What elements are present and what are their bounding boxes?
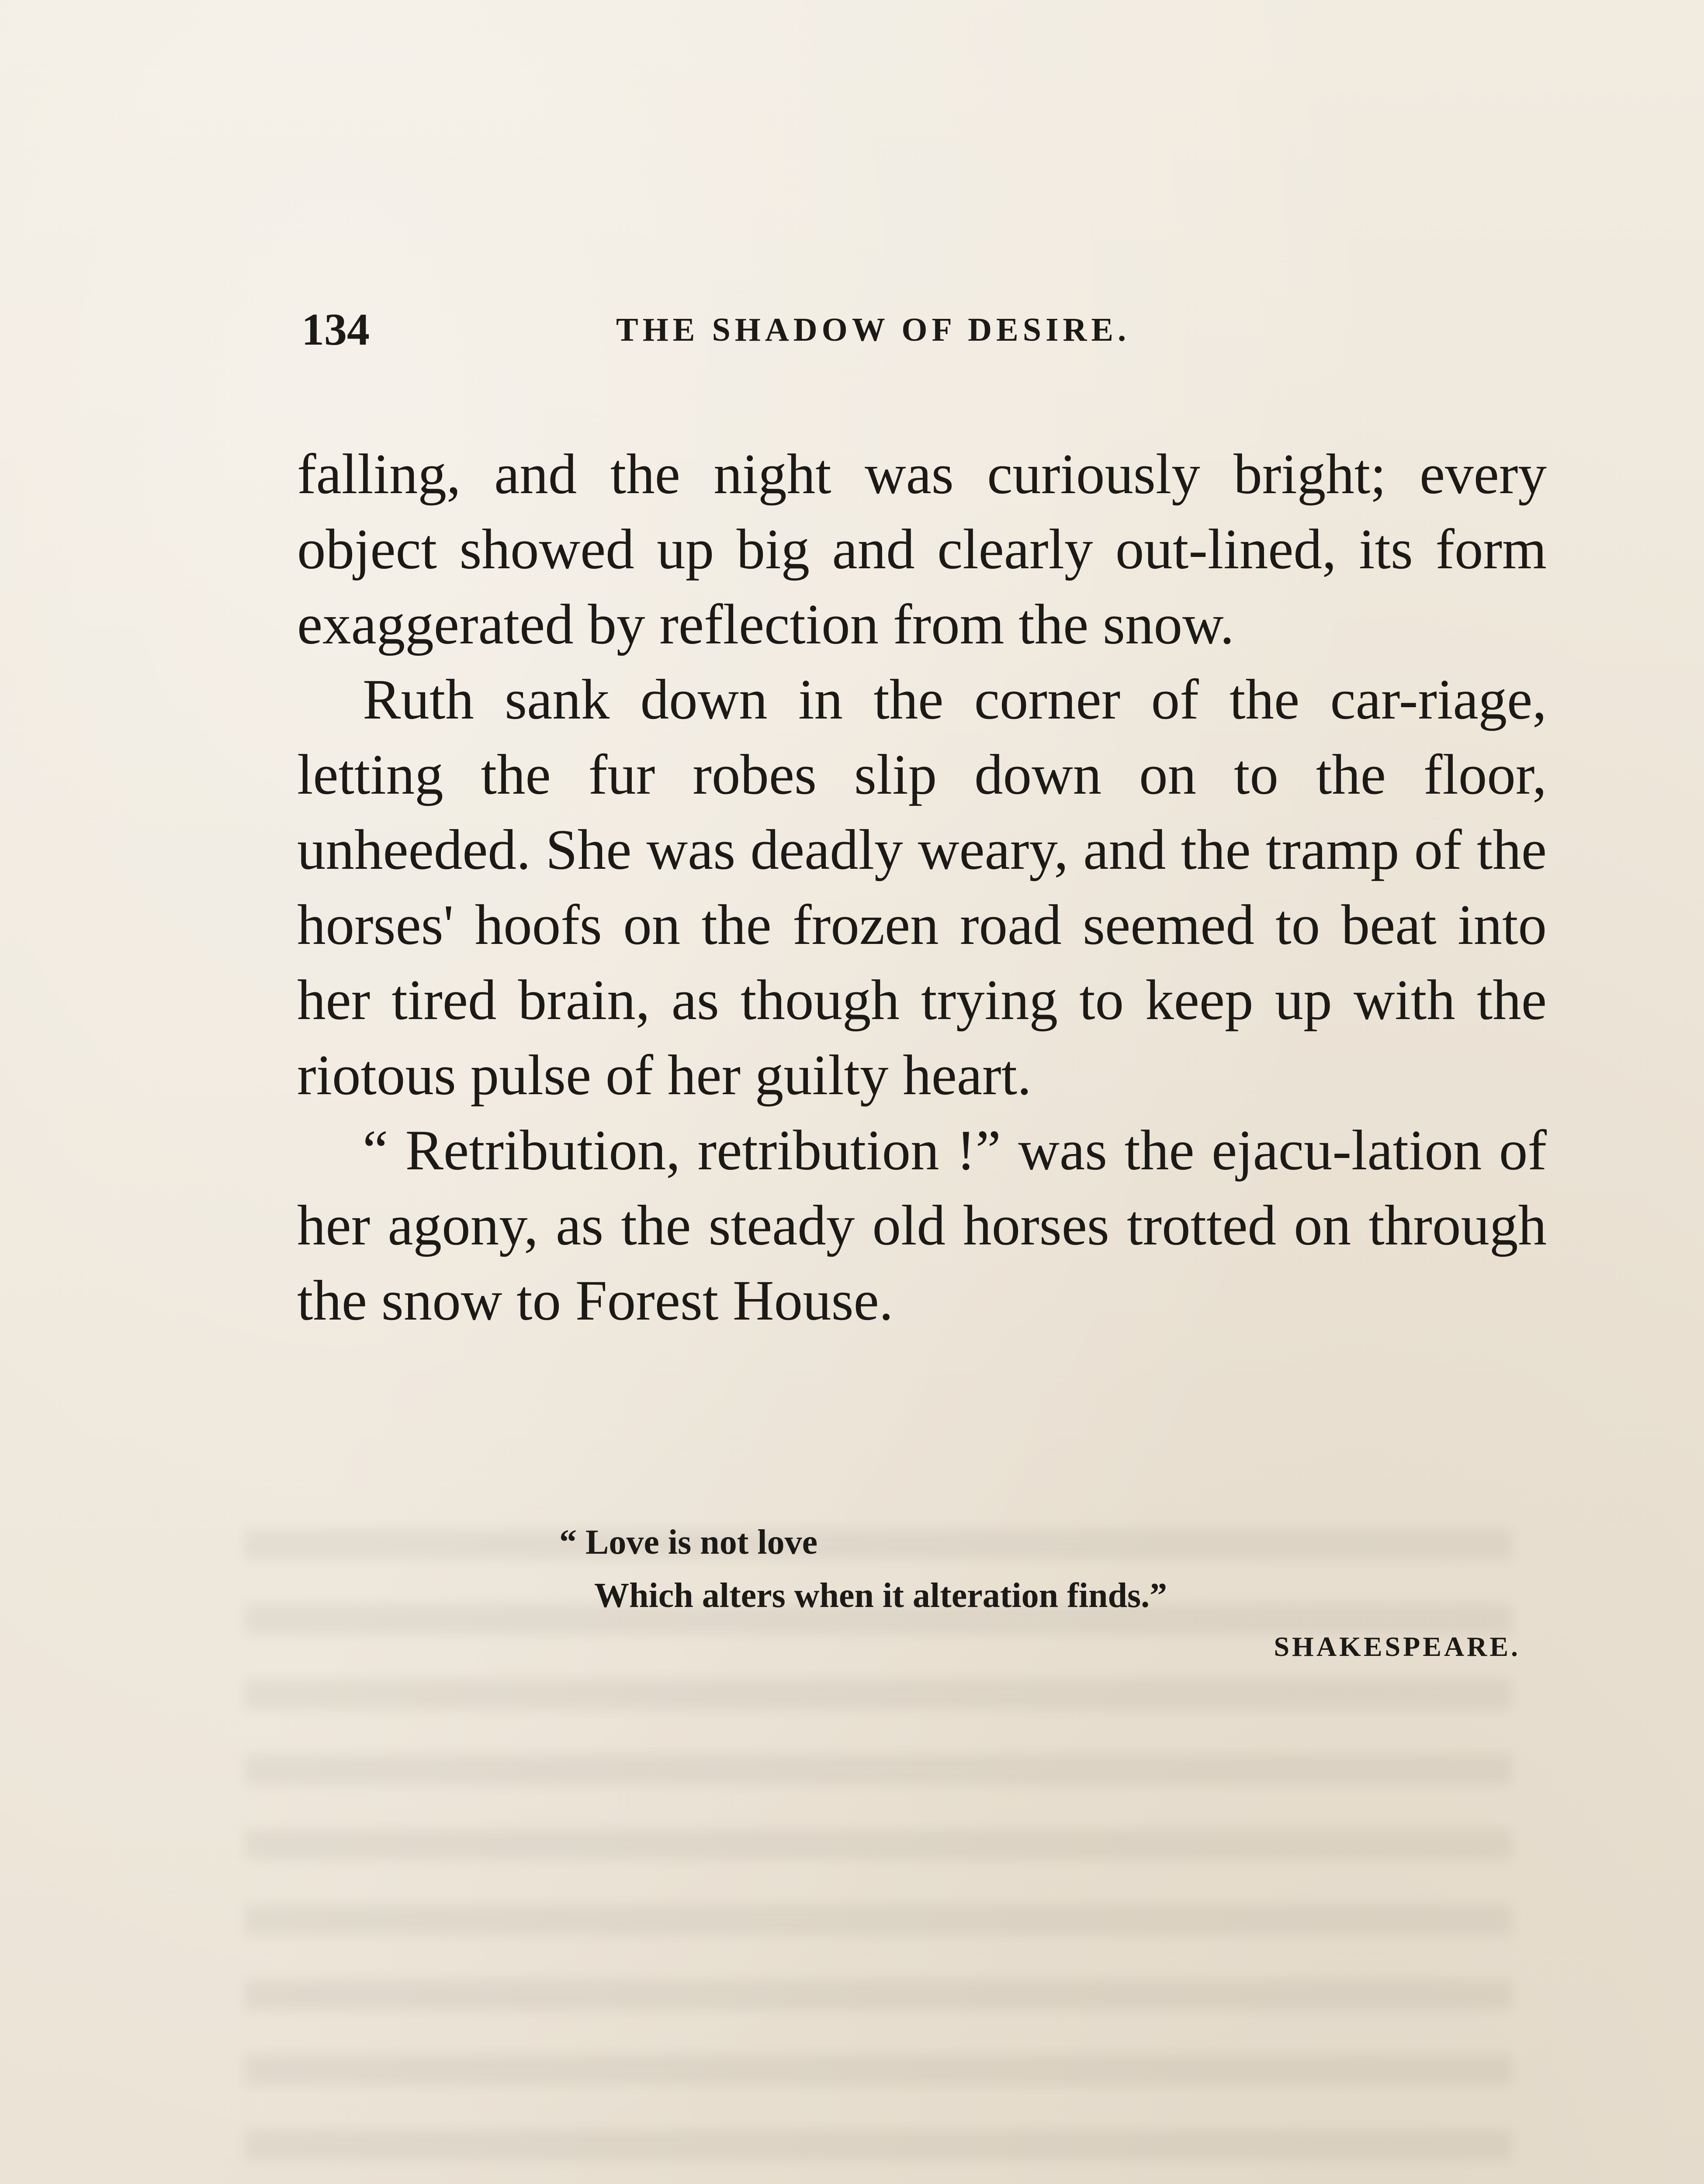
running-header [301, 301, 1542, 358]
epigraph-line: Which alters when it alteration finds.” [594, 1576, 1167, 1615]
epigraph-attribution: SHAKESPEARE. [1274, 1631, 1520, 1662]
epigraph-quote [559, 1516, 1520, 1622]
body-text [297, 437, 1547, 1338]
paragraph: Ruth sank down in the corner of the car-riage, letting the fur robes slip down on to the floor, unheeded. She was deadly weary, and the tramp of the horses' hoofs on the frozen road seemed to beat into her tired brain, as though trying to keep up with the riotous pulse of her guilty heart. [297, 668, 1547, 1107]
page-number: 134 [301, 304, 370, 355]
running-title: THE SHADOW OF DESIRE. [616, 311, 1131, 348]
paragraph: falling, and the night was curiously bright; every object showed up big and clearly out-lined, its form exaggerated by reflection from the snow. [297, 442, 1547, 656]
epigraph-line: “ Love is not love [559, 1523, 818, 1562]
paragraph: “ Retribution, retribution !” was the ejacu-lation of her agony, as the steady old horses trotted on through the snow to Forest House. [297, 1119, 1547, 1332]
